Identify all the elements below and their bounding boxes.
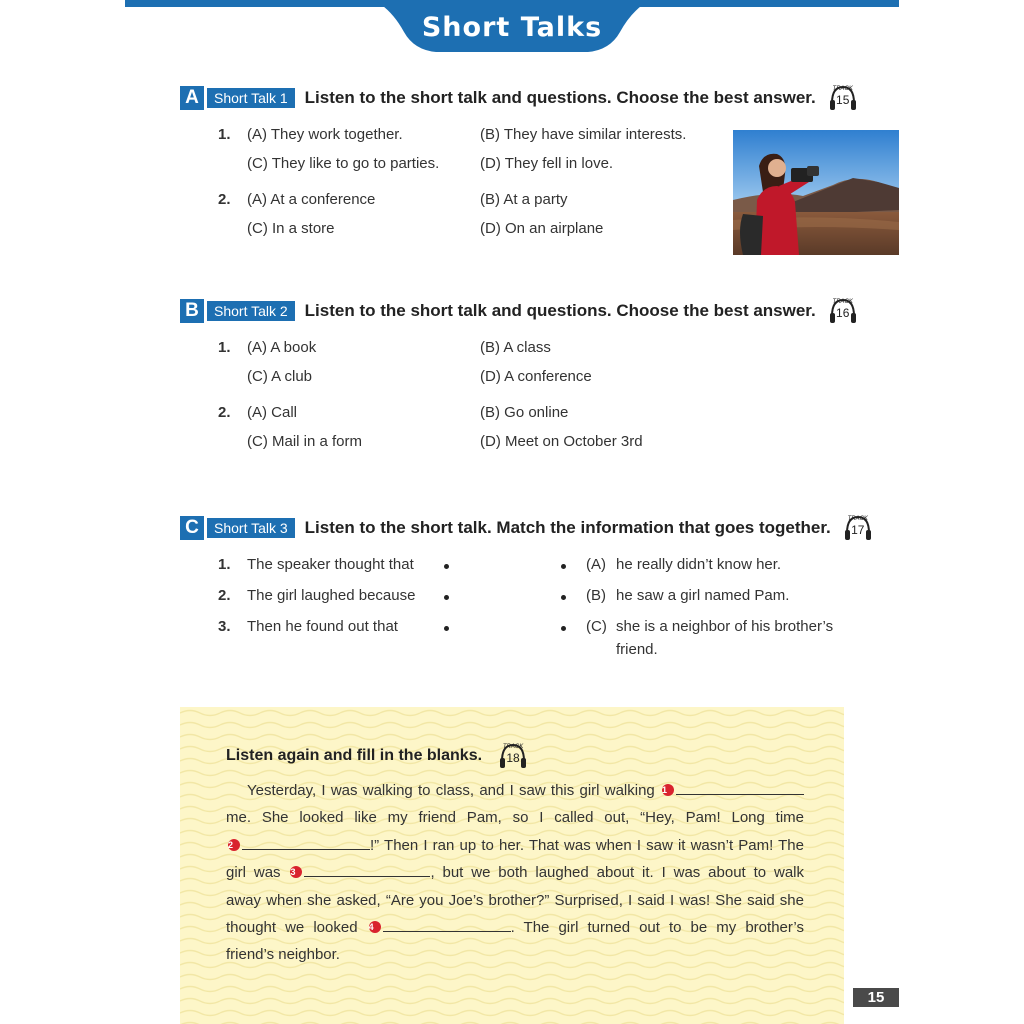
track-number: 16 xyxy=(836,306,850,320)
audio-track-icon[interactable] xyxy=(498,741,528,771)
paragraph-line xyxy=(226,804,804,831)
section-c-header xyxy=(180,516,873,540)
section-letter: B xyxy=(180,299,204,323)
paragraph-text: away when she asked, “Are you Joe’s brother?” Surprised, I said I was! She said she xyxy=(226,891,804,909)
match-right-item: he really didn’t know her. xyxy=(616,556,782,573)
section-letter: C xyxy=(180,516,204,540)
match-left-item: The speaker thought that xyxy=(247,556,414,573)
question-number: 1. xyxy=(218,126,231,143)
answer-option[interactable]: (B) A class xyxy=(480,339,551,356)
match-dot-right[interactable] xyxy=(561,626,566,631)
match-left-item: Then he found out that xyxy=(247,618,398,635)
answer-option[interactable]: (A) Call xyxy=(247,404,298,421)
answer-option[interactable]: (B) They have similar interests. xyxy=(480,126,687,143)
answer-option[interactable]: (D) Meet on October 3rd xyxy=(480,433,643,450)
answer-option[interactable]: (C) They like to go to parties. xyxy=(247,155,440,172)
match-dot-left[interactable] xyxy=(444,595,449,600)
paragraph-line xyxy=(226,859,804,886)
paragraph-text: !” Then I ran up to her. That was when I saw it wasn’t Pam! The xyxy=(370,836,804,854)
match-dot-left[interactable] xyxy=(444,564,449,569)
blank-3[interactable] xyxy=(304,861,430,877)
blank-2[interactable] xyxy=(242,834,370,850)
section-b-header xyxy=(180,299,858,323)
track-label: TRACK xyxy=(832,86,853,92)
match-right-label: (C) xyxy=(586,618,607,635)
track-number: 18 xyxy=(506,751,520,765)
fill-in-box xyxy=(180,707,844,1024)
paragraph-text: thought we looked xyxy=(226,918,358,936)
fill-in-header xyxy=(226,741,528,771)
match-right-item: he saw a girl named Pam. xyxy=(616,587,790,604)
blank-number-badge: 1 xyxy=(662,784,674,796)
paragraph-line xyxy=(226,832,804,859)
question-number: 2. xyxy=(218,404,231,421)
blank-1[interactable] xyxy=(676,779,804,795)
match-right-item-cont: friend. xyxy=(616,641,658,658)
paragraph-line xyxy=(226,941,804,968)
match-left-item: The girl laughed because xyxy=(247,587,416,604)
answer-option[interactable]: (A) A book xyxy=(247,339,317,356)
section-tag: Short Talk 3 xyxy=(207,518,295,538)
answer-option[interactable]: (C) A club xyxy=(247,368,313,385)
question-number: 1. xyxy=(218,339,231,356)
paragraph-text: me. She looked like my friend Pam, so I called out, “Hey, Pam! Long time xyxy=(226,809,804,827)
track-label: TRACK xyxy=(847,516,868,522)
section-tag: Short Talk 1 xyxy=(207,88,295,108)
section-letter: A xyxy=(180,86,204,110)
title-tab xyxy=(374,0,650,54)
match-right-item: she is a neighbor of his brother’s xyxy=(616,618,834,635)
answer-option[interactable]: (B) Go online xyxy=(480,404,569,421)
match-number: 2. xyxy=(218,587,231,604)
section-instruction: Listen to the short talk and questions. Choose the best answer. xyxy=(304,301,816,320)
match-number: 3. xyxy=(218,618,231,635)
page-title: Short Talks xyxy=(421,12,603,43)
paragraph-text: , but we both laughed about it. I was about to walk xyxy=(430,864,804,882)
paragraph-text: girl was xyxy=(226,864,281,882)
blank-number-badge: 2 xyxy=(228,839,240,851)
paragraph-text: friend’s neighbor. xyxy=(226,946,340,964)
answer-option[interactable]: (A) At a conference xyxy=(247,191,376,208)
blank-number-badge: 4 xyxy=(369,921,381,933)
match-dot-right[interactable] xyxy=(561,564,566,569)
answer-option[interactable]: (D) A conference xyxy=(480,368,592,385)
match-number: 1. xyxy=(218,556,231,573)
paragraph-line xyxy=(226,777,804,804)
paragraph-text: Yesterday, I was walking to class, and I saw this girl walking xyxy=(246,782,655,799)
blank-4[interactable] xyxy=(383,916,511,932)
match-right-label: (B) xyxy=(586,587,606,604)
track-label: TRACK xyxy=(502,744,524,750)
match-dot-left[interactable] xyxy=(444,626,449,631)
audio-track-icon[interactable] xyxy=(828,83,858,113)
paragraph-line xyxy=(226,914,804,941)
answer-option[interactable]: (A) They work together. xyxy=(247,126,403,143)
answer-option[interactable]: (D) On an airplane xyxy=(480,220,604,237)
section-instruction: Listen to the short talk and questions. Choose the best answer. xyxy=(304,88,816,107)
page-number: 15 xyxy=(853,988,899,1007)
answer-option[interactable]: (C) In a store xyxy=(247,220,335,237)
paragraph-line xyxy=(226,887,804,914)
question-number: 2. xyxy=(218,191,231,208)
section-tag: Short Talk 2 xyxy=(207,301,295,321)
audio-track-icon[interactable] xyxy=(828,296,858,326)
match-dot-right[interactable] xyxy=(561,595,566,600)
section-instruction: Listen to the short talk. Match the information that goes together. xyxy=(304,518,831,537)
answer-option[interactable]: (B) At a party xyxy=(480,191,568,208)
audio-track-icon[interactable] xyxy=(843,513,873,543)
answer-option[interactable]: (D) They fell in love. xyxy=(480,155,614,172)
answer-option[interactable]: (C) Mail in a form xyxy=(247,433,363,450)
track-number: 15 xyxy=(836,93,850,107)
photo-woman-with-camera xyxy=(733,130,899,255)
blank-number-badge: 3 xyxy=(290,866,302,878)
paragraph-text: . The girl turned out to be my brother’s xyxy=(510,918,804,936)
fill-in-paragraph xyxy=(226,777,804,969)
track-label: TRACK xyxy=(832,299,853,305)
section-a-header xyxy=(180,86,858,110)
match-right-label: (A) xyxy=(586,556,606,573)
fill-in-title: Listen again and fill in the blanks. xyxy=(226,747,483,764)
track-number: 17 xyxy=(851,523,865,537)
